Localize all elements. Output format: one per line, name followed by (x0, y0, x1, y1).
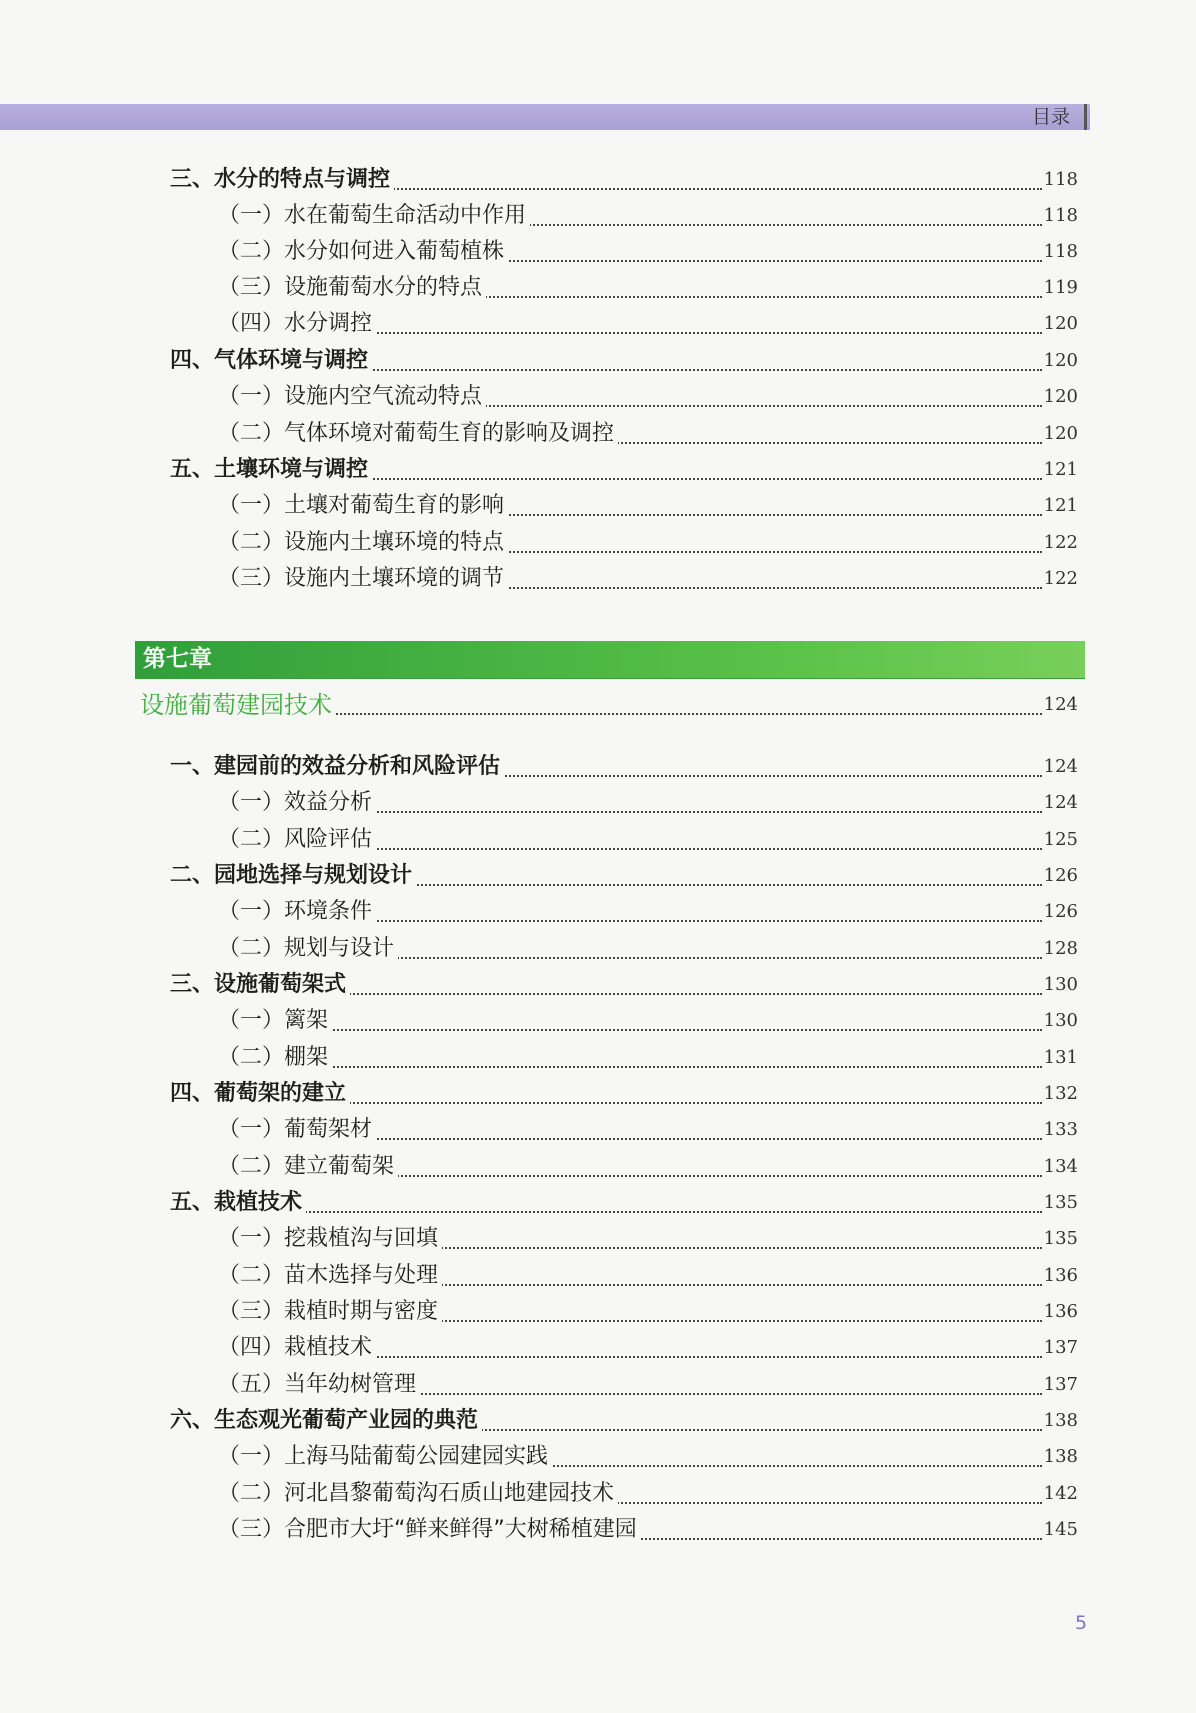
entry-page: 126 (1043, 865, 1078, 886)
entry-page: 118 (1043, 241, 1078, 262)
entry-title: （五）当年幼树管理 (218, 1367, 420, 1403)
chapter-title-entry (0, 687, 1196, 723)
entry-page: 122 (1043, 568, 1078, 589)
section-entry (0, 162, 1196, 198)
entry-page: 142 (1043, 1483, 1078, 1504)
entry-title: 一、建园前的效益分析和风险评估 (170, 749, 504, 785)
entry-title: （一）土壤对葡萄生育的影响 (218, 488, 508, 524)
entry-title: （一）效益分析 (218, 785, 376, 821)
section-entry (0, 749, 1196, 785)
subsection-entry (0, 1294, 1196, 1330)
entry-title: （一）篱架 (218, 1003, 332, 1039)
section-entry (0, 452, 1196, 488)
entry-title: （二）建立葡萄架 (218, 1149, 398, 1185)
entry-page: 136 (1043, 1265, 1078, 1286)
section-entry (0, 1076, 1196, 1112)
subsection-entry (0, 822, 1196, 858)
section-entry (0, 1185, 1196, 1221)
subsection-entry (0, 270, 1196, 306)
entry-page: 130 (1043, 974, 1078, 995)
entry-title: （一）挖栽植沟与回填 (218, 1221, 442, 1257)
entry-title: （二）设施内土壤环境的特点 (218, 525, 508, 561)
entry-title: （二）苗木选择与处理 (218, 1258, 442, 1294)
header-label: 目录 (1032, 106, 1071, 128)
entry-page: 130 (1043, 1010, 1078, 1031)
entry-page: 121 (1043, 495, 1078, 516)
entry-title: （三）设施葡萄水分的特点 (218, 270, 486, 306)
entry-page: 124 (1043, 756, 1078, 777)
entry-title: （一）环境条件 (218, 894, 376, 930)
subsection-entry (0, 561, 1196, 597)
entry-page: 138 (1043, 1446, 1078, 1467)
entry-page: 133 (1043, 1119, 1078, 1140)
entry-page: 126 (1043, 901, 1078, 922)
entry-title: 四、葡萄架的建立 (170, 1076, 350, 1112)
entry-title: 五、土壤环境与调控 (170, 452, 372, 488)
entry-title: 四、气体环境与调控 (170, 343, 372, 379)
leader-dots (238, 1027, 1042, 1031)
subsection-entry (0, 1258, 1196, 1294)
entry-page: 124 (1043, 792, 1078, 813)
entry-page: 118 (1043, 205, 1078, 226)
entry-title: （二）规划与设计 (218, 931, 398, 967)
subsection-entry (0, 416, 1196, 452)
subsection-entry (0, 306, 1196, 342)
subsection-entry (0, 198, 1196, 234)
subsection-entry (0, 1040, 1196, 1076)
section-entry (0, 343, 1196, 379)
subsection-entry (0, 234, 1196, 270)
subsection-entry (0, 1149, 1196, 1185)
entry-page: 135 (1043, 1192, 1078, 1213)
entry-page: 124 (1043, 694, 1078, 715)
subsection-entry (0, 1330, 1196, 1366)
entry-title: （二）河北昌黎葡萄沟石质山地建园技术 (218, 1476, 618, 1512)
entry-title: 三、水分的特点与调控 (170, 162, 394, 198)
section-entry (0, 967, 1196, 1003)
subsection-entry (0, 894, 1196, 930)
entry-page: 137 (1043, 1374, 1078, 1395)
subsection-entry (0, 1439, 1196, 1475)
entry-title: （三）合肥市大圩“鲜来鲜得”大树稀植建园 (218, 1512, 641, 1548)
entry-page: 125 (1043, 829, 1078, 850)
entry-title: （三）栽植时期与密度 (218, 1294, 442, 1330)
entry-page: 135 (1043, 1228, 1078, 1249)
entry-page: 137 (1043, 1337, 1078, 1358)
subsection-entry (0, 1512, 1196, 1548)
entry-page: 134 (1043, 1156, 1078, 1177)
entry-title: （二）风险评估 (218, 822, 376, 858)
chapter-bar (135, 641, 1085, 678)
chapter-number: 第七章 (143, 646, 212, 672)
leader-dots (238, 1064, 1042, 1068)
subsection-entry (0, 1367, 1196, 1403)
entry-page: 145 (1043, 1519, 1078, 1540)
subsection-entry (0, 1112, 1196, 1148)
entry-title: （二）气体环境对葡萄生育的影响及调控 (218, 416, 618, 452)
subsection-entry (0, 931, 1196, 967)
entry-title: 设施葡萄建园技术 (140, 687, 336, 723)
entry-page: 136 (1043, 1301, 1078, 1322)
entry-title: （一）水在葡萄生命活动中作用 (218, 198, 530, 234)
subsection-entry (0, 379, 1196, 415)
entry-title: （二）棚架 (218, 1040, 332, 1076)
subsection-entry (0, 1003, 1196, 1039)
header-band (0, 104, 1090, 130)
header-rule (1084, 104, 1087, 130)
section-entry (0, 858, 1196, 894)
entry-title: 三、设施葡萄架式 (170, 967, 350, 1003)
entry-title: （三）设施内土壤环境的调节 (218, 561, 508, 597)
subsection-entry (0, 1221, 1196, 1257)
entry-title: 二、园地选择与规划设计 (170, 858, 416, 894)
entry-page: 119 (1043, 277, 1078, 298)
entry-page: 132 (1043, 1083, 1078, 1104)
entry-page: 122 (1043, 532, 1078, 553)
entry-title: （一）葡萄架材 (218, 1112, 376, 1148)
entry-title: （二）水分如何进入葡萄植株 (218, 234, 508, 270)
subsection-entry (0, 785, 1196, 821)
entry-page: 131 (1043, 1047, 1078, 1068)
entry-page: 120 (1043, 313, 1078, 334)
subsection-entry (0, 525, 1196, 561)
entry-title: （一）上海马陆葡萄公园建园实践 (218, 1439, 552, 1475)
leader-dots (190, 1209, 1042, 1213)
entry-page: 120 (1043, 423, 1078, 444)
section-entry (0, 1403, 1196, 1439)
entry-page: 120 (1043, 386, 1078, 407)
entry-page: 120 (1043, 350, 1078, 371)
entry-page: 121 (1043, 459, 1078, 480)
entry-title: 六、生态观光葡萄产业园的典范 (170, 1403, 482, 1439)
subsection-entry (0, 488, 1196, 524)
entry-page: 118 (1043, 169, 1078, 190)
page-number: 5 (1075, 1612, 1088, 1634)
entry-title: （四）栽植技术 (218, 1330, 376, 1366)
subsection-entry (0, 1476, 1196, 1512)
entry-title: （一）设施内空气流动特点 (218, 379, 486, 415)
entry-title: 五、栽植技术 (170, 1185, 306, 1221)
entry-page: 128 (1043, 938, 1078, 959)
entry-page: 138 (1043, 1410, 1078, 1431)
entry-title: （四）水分调控 (218, 306, 376, 342)
